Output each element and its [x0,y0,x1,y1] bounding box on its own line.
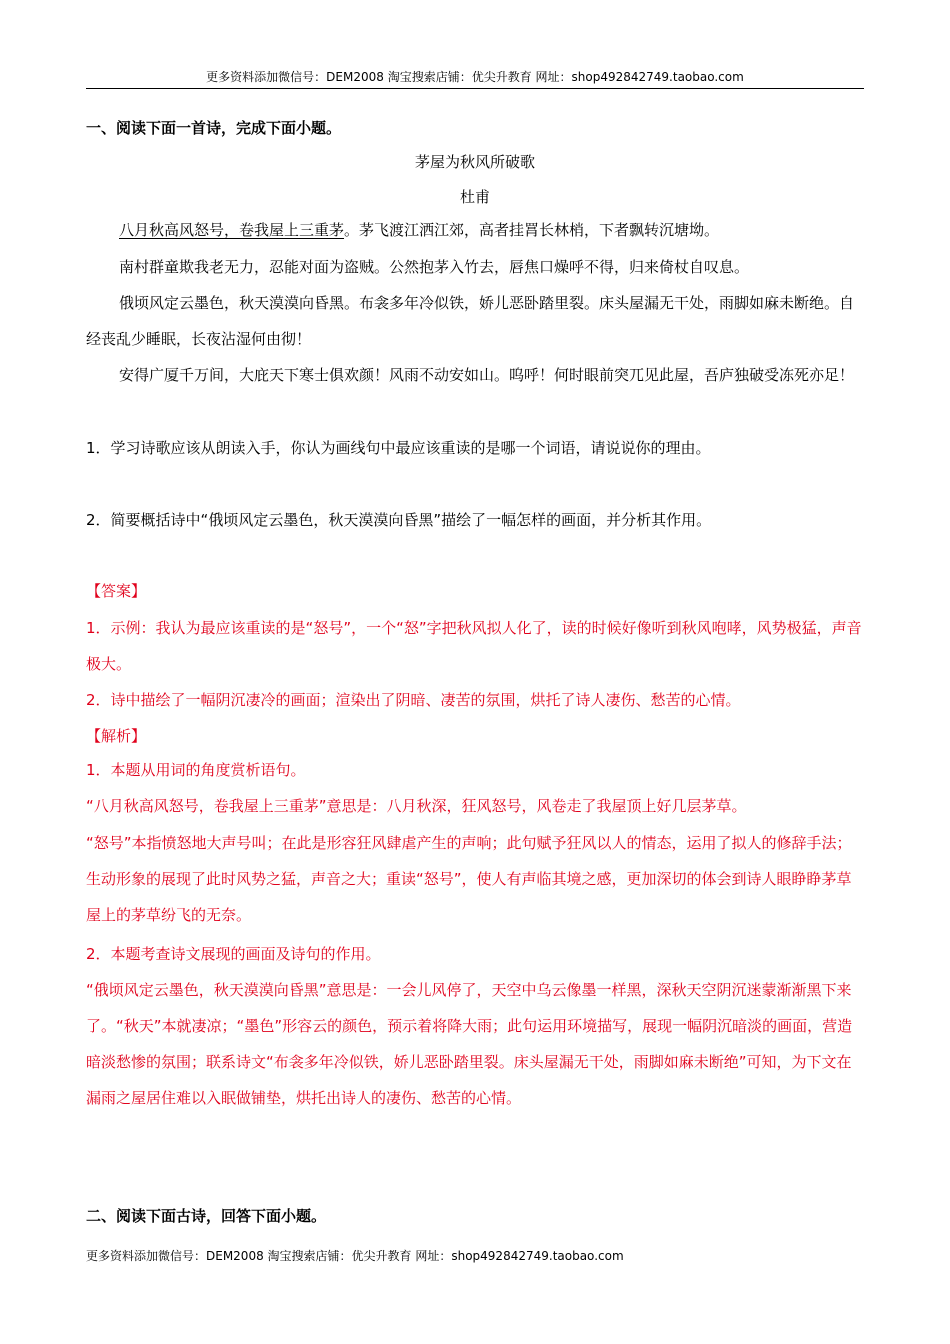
stanza-1-rest: 。茅飞渡江洒江郊，高者挂罥长林梢，下者飘转沉塘坳。 [344,221,720,239]
question-1: 1．学习诗歌应该从朗读入手，你认为画线句中最应该重读的是哪一个词语，请说说你的理由。 [86,439,711,457]
poem-title: 茅屋为秋风所破歌 [414,153,535,171]
poem-stanza-4: 安得广厦千万间，大庇天下寒士俱欢颜！风雨不动安如山。呜呼！何时眼前突兀见此屋，吾庐独破受冻死亦足！ [119,366,855,384]
analysis-2-paragraph-1: “俄顷风定云墨色，秋天漠漠向昏黑”意思是：一会儿风停了，天空中乌云像墨一样黑，深秋天空阴沉迷蒙渐渐黑下来了。“秋天”本就凄凉；“墨色”形容云的颜色，预示着将降大雨；此句运用环境描写，展现一幅阴沉暗淡的画面，营造暗淡愁惨的氛围；联系诗文“布衾多年冷似铁，娇儿恶卧踏里裂。床头屋漏无干处，雨脚如麻未断绝”可知，为下文在漏雨之屋居住难以入眠做铺垫，烘托出诗人的凄伤、愁苦的心情。 [86,981,853,1107]
analysis-1-paragraph-1: “八月秋高风怒号，卷我屋上三重茅”意思是：八月秋深，狂风怒号，风卷走了我屋顶上好几层茅草。 [86,797,747,815]
analysis-1-paragraph-2: “怒号”本指愤怒地大声号叫；在此是形容狂风肆虐产生的声响；此句赋予狂风以人的情态，运用了拟人的修辞手法；生动形象的展现了此时风势之猛，声音之大；重读“怒号”，使人有声临其境之感，更加深切的体会到诗人眼睁睁茅草屋上的茅草纷飞的无奈。 [86,834,852,924]
underlined-line: 八月秋高风怒号，卷我屋上三重茅 [119,221,345,239]
analysis-2-intro: 2．本题考查诗文展现的画面及诗句的作用。 [86,945,381,963]
section-1-title: 一、阅读下面一首诗，完成下面小题。 [86,119,342,137]
page-footer: 更多资料添加微信号：DEM2008 淘宝搜索店铺：优尖升教育 网址：shop492842749.taobao.com [86,1249,624,1263]
poem-stanza-2: 南村群童欺我老无力，忍能对面为盗贼。公然抱茅入竹去，唇焦口燥呼不得，归来倚杖自叹息。 [119,258,750,276]
page-header: 更多资料添加微信号：DEM2008 淘宝搜索店铺：优尖升教育 网址：shop492842749.taobao.com [86,66,864,89]
analysis-1-intro: 1．本题从用词的角度赏析语句。 [86,761,306,779]
poem-author: 杜甫 [459,188,490,206]
section-2-title: 二、阅读下面古诗，回答下面小题。 [86,1207,327,1225]
poem-stanza-1 [86,212,864,248]
answer-label: 【答案】 [86,582,147,600]
question-2: 2．简要概括诗中“俄顷风定云墨色，秋天漠漠向昏黑”描绘了一幅怎样的画面，并分析其作用。 [86,511,712,529]
poem-stanza-3: 俄顷风定云墨色，秋天漠漠向昏黑。布衾多年冷似铁，娇儿恶卧踏里裂。床头屋漏无干处，雨脚如麻未断绝。自经丧乱少睡眠，长夜沾湿何由彻！ [86,294,855,348]
answer-2: 2．诗中描绘了一幅阴沉凄冷的画面；渲染出了阴暗、凄苦的氛围，烘托了诗人凄伤、愁苦的心情。 [86,691,741,709]
analysis-label: 【解析】 [86,727,147,745]
answer-1: 1．示例：我认为最应该重读的是“怒号”，一个“怒”字把秋风拟人化了，读的时候好像听到秋风咆哮，风势极猛，声音极大。 [86,619,862,673]
